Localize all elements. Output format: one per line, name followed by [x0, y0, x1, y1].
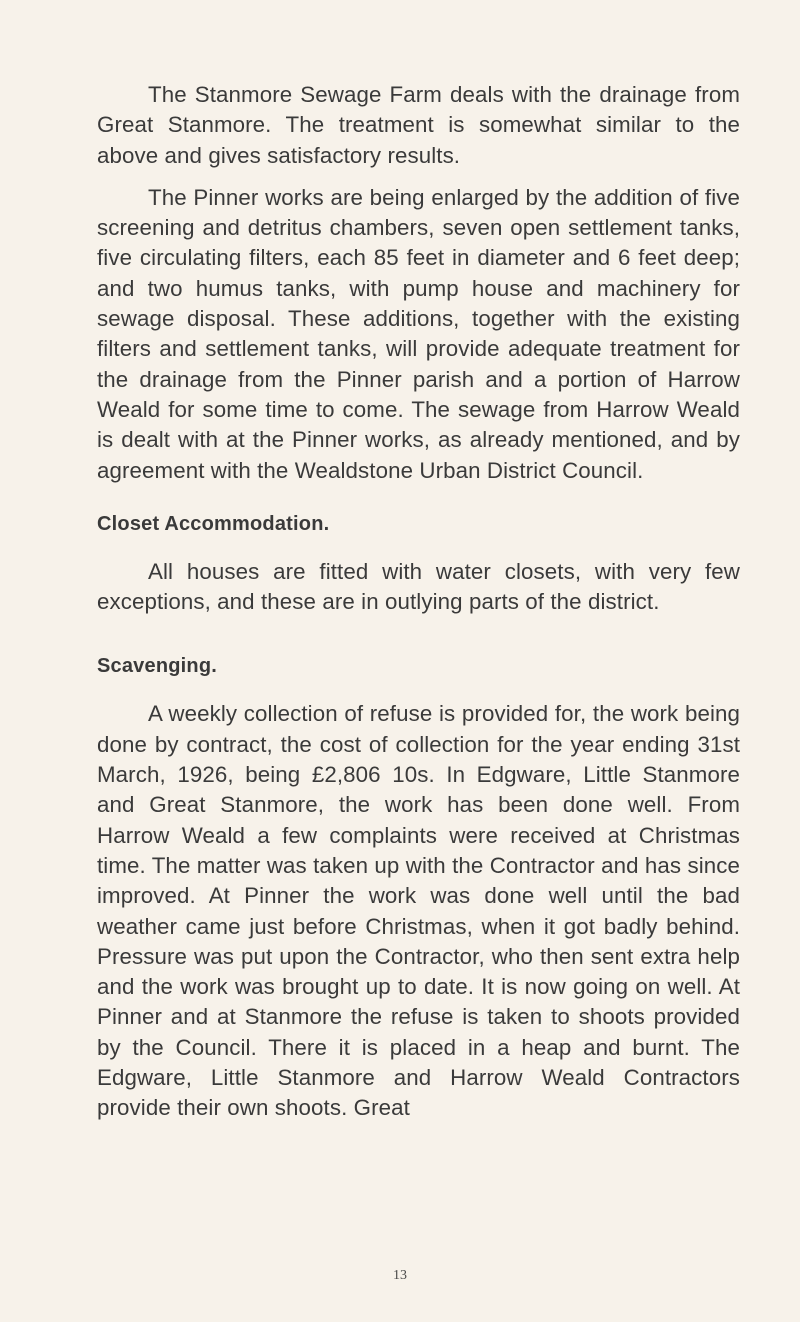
paragraph-stanmore-sewage-farm: The Stanmore Sewage Farm deals with the drainage from Great Stanmore. The treatment is somewhat similar to the above and gives satisfactory results.	[97, 82, 740, 168]
document-page	[97, 80, 740, 1124]
paragraph-pinner-works: The Pinner works are being enlarged by the addition of five screening and detritus chambers, seven open settlement tanks, five circulating filters, each 85 feet in diameter and 6 feet deep; and two humus tanks, with pump house and machinery for sewage disposal. These additions, together with the existing filters and settlement tanks, will provide adequate treatment for the drainage from the Pinner parish and a portion of Harrow Weald for some time to come. The sewage from Harrow Weald is dealt with at the Pinner works, as already mentioned, and by agreement with the Wealdstone Urban District Council.	[97, 184, 740, 483]
paragraph-closets: All houses are fitted with water closets, with very few exceptions, and these are in outlying parts of the district.	[97, 558, 740, 615]
heading-closet-accommodation: Closet Accommodation.	[97, 512, 330, 535]
paragraph-refuse-collection: A weekly collection of refuse is provided for, the work being done by contract, the cost of collection for the year ending 31st March, 1926, being £2,806 10s. In Edgware, Little Stanmore and Great Stanmore, the work has been done well. From Harrow Weald a few complaints were received at Christmas time. The matter was taken up with the Contractor and has since improved. At Pinner the work was done well until the bad weather came just before Christmas, when it got badly behind. Pressure was put upon the Contractor, who then sent extra help and the work was brought up to date. It is now going on well. At Pinner and at Stanmore the refuse is taken to shoots provided by the Council. There it is placed in a heap and burnt. The Edgware, Little Stanmore and Harrow Weald Contractors provide their own shoots. Great	[97, 701, 740, 1121]
heading-scavenging: Scavenging.	[97, 655, 218, 678]
page-number: 13	[393, 1268, 407, 1283]
